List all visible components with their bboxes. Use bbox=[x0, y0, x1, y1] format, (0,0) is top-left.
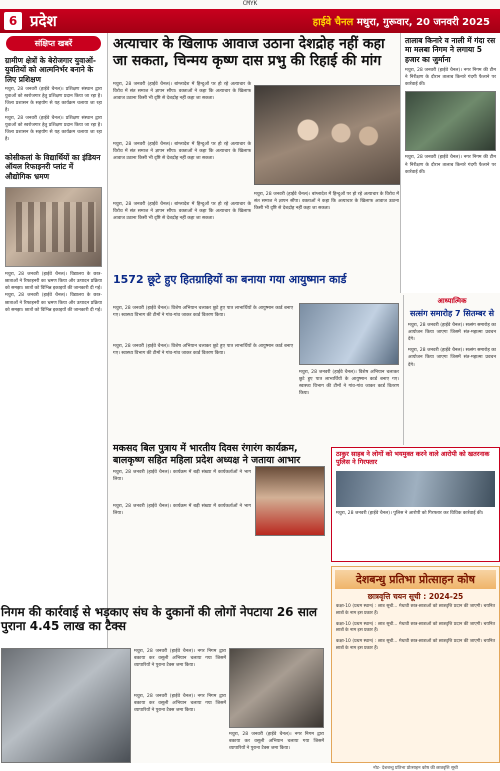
satsang-headline: सत्संग समारोह 7 सितम्बर से bbox=[409, 309, 495, 318]
tax-body-cont: मथुरा, 28 जनवरी (हाईवे चैनल)। नगर निगम द्वारा बकाया कर वसूली अभियान चलाया गया जिसमें व्यापारियों ने पुराना टैक्स जमा किया। bbox=[134, 694, 226, 714]
tax-photo bbox=[1, 648, 131, 763]
story1-body-cont: मथुरा, 28 जनवरी (हाईवे चैनल)। प्रशिक्षण संस्थान द्वारा युवाओं को स्वरोजगार हेतु प्रशिक्षण प्रदान किया जा रहा है। जिला प्रशासन के सहयोग से यह कार्यक्रम चलाया जा रहा है। bbox=[5, 115, 102, 142]
ayushman-body-col2: मथुरा, 28 जनवरी (हाईवे चैनल)। विशेष अभियान चलाकर छूटे हुए पात्र लाभार्थियों के आयुष्मान कार्ड बनाए गए। स्वास्थ्य विभाग की टीमों ने गांव-गांव जाकर कार्ड वितरण किया। bbox=[299, 370, 399, 397]
brand-name: हाईवे चैनल bbox=[312, 17, 354, 28]
event-photo bbox=[255, 466, 325, 536]
story1-body: मथुरा, 28 जनवरी (हाईवे चैनल)। प्रशिक्षण संस्थान द्वारा युवाओं को स्वरोजगार हेतु प्रशिक्षण प्रदान किया जा रहा है। जिला प्रशासन के सहयोग से यह कार्यक्रम चलाया जा रहा है। bbox=[5, 87, 102, 114]
right-story-body-cont: मथुरा, 28 जनवरी (हाईवे चैनल)। नगर निगम की टीम ने निरीक्षण के दौरान तालाब किनारे गंदगी फैलाने पर कार्रवाई की। bbox=[405, 155, 496, 175]
satsang-box bbox=[403, 295, 500, 445]
right-story-body: मथुरा, 28 जनवरी (हाईवे चैनल)। नगर निगम की टीम ने निरीक्षण के दौरान तालाब किनारे गंदगी फैलाने पर कार्रवाई की। bbox=[405, 68, 496, 88]
page-number: 6 bbox=[4, 12, 22, 30]
ayushman-photo bbox=[299, 303, 399, 365]
tax-headline: निगम की कार्रवाई से भड़काए संघ के दुकानों की लोगों नेपटाया 26 साल पुराना 4.45 लाख का टैक्स bbox=[1, 605, 318, 634]
arrest-body: मथुरा, 28 जनवरी (हाईवे चैनल)। पुलिस ने आरोपी को गिरफ्तार कर विधिक कार्रवाई की। bbox=[336, 510, 484, 516]
satsang-body: मथुरा, 28 जनवरी (हाईवे चैनल)। सत्संग समारोह का आयोजन किया जाएगा जिसमें संत-महात्मा प्रवचन देंगे। bbox=[408, 323, 496, 343]
ayushman-headline: 1572 छूटे हुए हितग्राहियों का बनाया गया आयुष्मान कार्ड bbox=[113, 273, 347, 286]
satsang-body-cont: मथुरा, 28 जनवरी (हाईवे चैनल)। सत्संग समारोह का आयोजन किया जाएगा जिसमें संत-महात्मा प्रवचन देंगे। bbox=[408, 348, 496, 368]
right-story-headline: तालाब किनारे व नाली में गंदा रस मा मलबा निगम ने लगाया 5 हजार का जुर्माना bbox=[405, 36, 496, 64]
lead-body-col2: मथुरा, 28 जनवरी (हाईवे चैनल)। बांग्लादेश में हिन्दुओं पर हो रहे अत्याचार के विरोध में संत समाज ने ज्ञापन सौंपा। वक्ताओं ने कहा कि अत्याचार के खिलाफ आवाज उठाना किसी भी दृष्टि से देशद्रोह नहीं कहा जा सकता। bbox=[113, 142, 251, 162]
scholarship-list-cont2: कक्षा-10 (प्रथम स्थान) : छात्र सूची... मेधावी छात्र-छात्राओं को छात्रवृत्ति प्रदान की जाएगी। चयनित छात्रों के नाम इस प्रकार हैं। bbox=[336, 639, 495, 652]
scholarship-subtitle: छात्रवृत्ति चयन सूची : 2024-25 bbox=[367, 592, 464, 601]
lead-headline: अत्याचार के खिलाफ आवाज उठाना देशद्रोह नहीं कहा जा सकता, चिन्मय कृष्ण दास प्रभु की रिहाई की मांग bbox=[113, 36, 385, 69]
story2-photo bbox=[5, 187, 102, 267]
arrest-story-box bbox=[331, 447, 500, 562]
story2-body: मथुरा, 28 जनवरी (हाईवे चैनल)। विद्यालय के छात्र-छात्राओं ने रिफाइनरी का भ्रमण किया और उत्पादन प्रक्रिया को समझा। छात्रों को विभिन्न इकाइयों की जानकारी दी गई। bbox=[5, 272, 102, 292]
ayushman-body: मथुरा, 28 जनवरी (हाईवे चैनल)। विशेष अभियान चलाकर छूटे हुए पात्र लाभार्थियों के आयुष्मान कार्ड बनाए गए। स्वास्थ्य विभाग की टीमों ने गांव-गांव जाकर कार्ड वितरण किया। bbox=[113, 306, 293, 319]
event-headline: मकसद बिल पुत्राय में भारतीय दिवस रंगारंग कार्यक्रम, बालकृष्ण सहित महिला प्रदेश अध्यक्ष ने जताया आभार bbox=[113, 443, 301, 466]
tax-body-col3: मथुरा, 28 जनवरी (हाईवे चैनल)। नगर निगम द्वारा बकाया कर वसूली अभियान चलाया गया जिसमें व्यापारियों ने पुराना टैक्स जमा किया। bbox=[229, 732, 324, 752]
event-body-cont: मथुरा, 28 जनवरी (हाईवे चैनल)। कार्यक्रम में बड़ी संख्या में कार्यकर्ताओं ने भाग लिया। bbox=[113, 504, 251, 517]
print-registration-mark: CMYK bbox=[242, 0, 258, 7]
right-story-photo bbox=[405, 91, 496, 151]
tax-photo-2 bbox=[229, 648, 324, 728]
arrest-headline: ठाकुर साहब ने लोगों को भयमुक्त करने वाले आरोपी को खतरनाक पुलिस ने गिरफ्तार bbox=[336, 450, 490, 467]
brief-news-tag: संक्षिप्त खबरें bbox=[6, 36, 101, 51]
tax-body: मथुरा, 28 जनवरी (हाईवे चैनल)। नगर निगम द्वारा बकाया कर वसूली अभियान चलाया गया जिसमें व्यापारियों ने पुराना टैक्स जमा किया। bbox=[134, 649, 226, 669]
brand-dateline: मथुरा, गुरूवार, 20 जनवरी 2025 bbox=[356, 17, 490, 28]
story2-body-cont: मथुरा, 28 जनवरी (हाईवे चैनल)। विद्यालय के छात्र-छात्राओं ने रिफाइनरी का भ्रमण किया और उत्पादन प्रक्रिया को समझा। छात्रों को विभिन्न इकाइयों की जानकारी दी गई। bbox=[5, 293, 102, 313]
scholarship-list: कक्षा-10 (प्रथम स्थान) : छात्र सूची... मेधावी छात्र-छात्राओं को छात्रवृत्ति प्रदान की जाएगी। चयनित छात्रों के नाम इस प्रकार हैं। bbox=[336, 604, 495, 616]
scholarship-box bbox=[331, 566, 500, 763]
lead-body-col3: मथुरा, 28 जनवरी (हाईवे चैनल)। बांग्लादेश में हिन्दुओं पर हो रहे अत्याचार के विरोध में संत समाज ने ज्ञापन सौंपा। वक्ताओं ने कहा कि अत्याचार के खिलाफ आवाज उठाना किसी भी दृष्टि से देशद्रोह नहीं कहा जा सकता। bbox=[254, 192, 399, 212]
lead-photo bbox=[254, 85, 414, 185]
section-title: प्रदेश bbox=[30, 12, 57, 30]
masthead-brand bbox=[313, 14, 490, 28]
ayushman-body-cont: मथुरा, 28 जनवरी (हाईवे चैनल)। विशेष अभियान चलाकर छूटे हुए पात्र लाभार्थियों के आयुष्मान कार्ड बनाए गए। स्वास्थ्य विभाग की टीमों ने गांव-गांव जाकर कार्ड वितरण किया। bbox=[113, 344, 293, 357]
arrest-photo bbox=[336, 471, 495, 507]
scholarship-title: देशबन्धु प्रतिभा प्रोत्साहन कोष bbox=[335, 570, 496, 589]
story2-headline: कोसीकलां के विद्यार्थियों का इंडियन ऑयल रिफाइनरी प्लांट में औद्योगिक भ्रमण bbox=[5, 153, 101, 181]
event-body: मथुरा, 28 जनवरी (हाईवे चैनल)। कार्यक्रम में बड़ी संख्या में कार्यकर्ताओं ने भाग लिया। bbox=[113, 470, 251, 483]
lead-body-col1: मथुरा, 28 जनवरी (हाईवे चैनल)। बांग्लादेश में हिन्दुओं पर हो रहे अत्याचार के विरोध में संत समाज ने ज्ञापन सौंपा। वक्ताओं ने कहा कि अत्याचार के खिलाफ आवाज उठाना किसी भी दृष्टि से देशद्रोह नहीं कहा जा सकता। bbox=[113, 82, 251, 102]
right-story-box bbox=[400, 33, 500, 293]
satsang-kicker: आध्यात्मिक bbox=[437, 297, 467, 305]
story1-headline: ग्रामीण क्षेत्रों के बेरोजगार युवाओं-युवतियों को आत्मनिर्भर बनाने के लिए प्रशिक्षण bbox=[5, 56, 97, 84]
scholarship-footnote: नोट- देशबन्धु प्रतिभा प्रोत्साहन कोष की छात्रवृत्ति सूची bbox=[373, 766, 458, 771]
page-header bbox=[0, 9, 500, 33]
lead-body-col4: मथुरा, 28 जनवरी (हाईवे चैनल)। बांग्लादेश में हिन्दुओं पर हो रहे अत्याचार के विरोध में संत समाज ने ज्ञापन सौंपा। वक्ताओं ने कहा कि अत्याचार के खिलाफ आवाज उठाना किसी भी दृष्टि से देशद्रोह नहीं कहा जा सकता। bbox=[113, 202, 251, 222]
scholarship-list-cont: कक्षा-10 (प्रथम स्थान) : छात्र सूची... मेधावी छात्र-छात्राओं को छात्रवृत्ति प्रदान की जाएगी। चयनित छात्रों के नाम इस प्रकार हैं। bbox=[336, 621, 495, 634]
